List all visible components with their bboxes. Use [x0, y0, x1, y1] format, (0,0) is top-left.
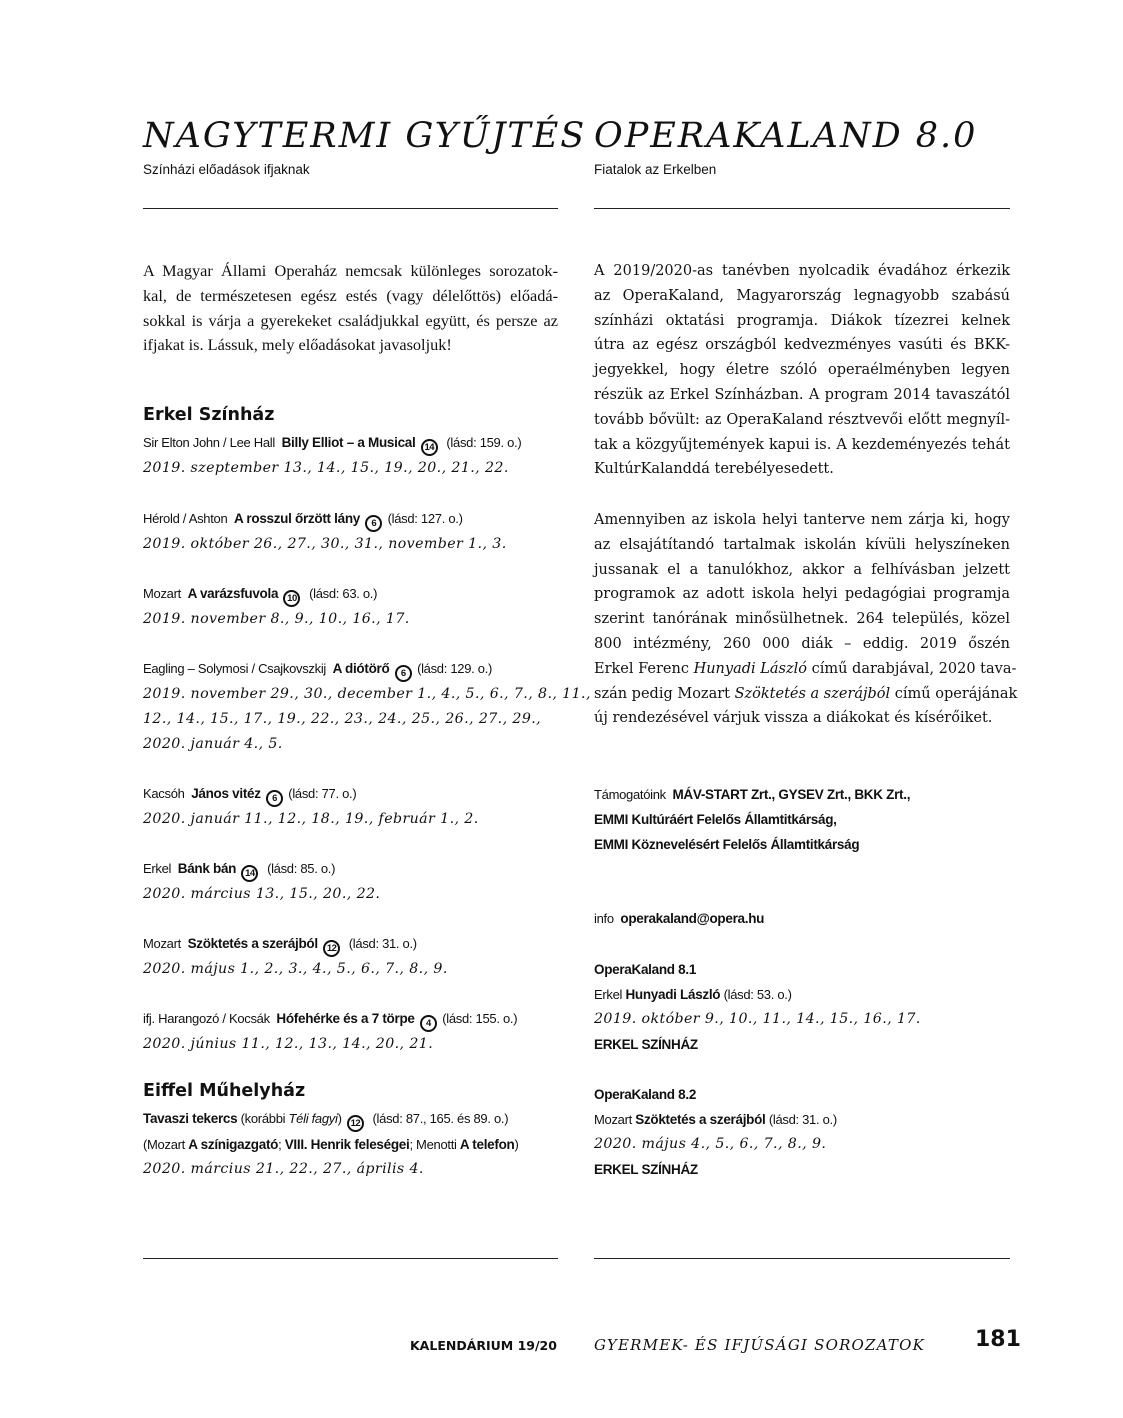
section-title-right: OPERAKALAND 8.0: [594, 116, 978, 156]
event-entry: [594, 957, 1010, 1057]
event-title: Hunyadi László: [625, 987, 721, 1002]
show-entry: [143, 931, 558, 982]
show-authors: Sir Elton John / Lee Hall: [143, 435, 275, 450]
page-number: 181: [975, 1327, 1021, 1352]
age-rating-badge: 14: [421, 439, 438, 456]
sponsor-name: EMMI Kultúráért Felelős Államtitkárság,: [594, 812, 837, 827]
text-line: A 2019/2020-as tanévben nyolcadik évadához érkezik: [594, 263, 1010, 279]
page-reference: (lásd: 31. o.): [768, 1112, 837, 1127]
show-note: ): [337, 1111, 342, 1126]
intro-paragraph: [143, 259, 558, 358]
footer-calendar-label: KALENDÁRIUM 19/20: [410, 1338, 557, 1353]
divider-bottom-left: [143, 1258, 558, 1259]
show-entry: [143, 430, 558, 481]
page-reference: (lásd: 87., 165. és 89. o.): [372, 1111, 509, 1126]
show-authors: Erkel: [143, 861, 172, 876]
show-title: A diótörő: [332, 661, 390, 676]
show-dates: 2019. október 26., 27., 30., 31., november 1., 3.: [143, 536, 507, 552]
show-title: Bánk bán: [177, 861, 237, 876]
text-fragment: Erkel Ferenc: [594, 660, 694, 677]
show-entry: [143, 1106, 558, 1182]
text-line: kal, de természetesen egész estés (vagy délelőttös) előadá-: [143, 285, 558, 305]
show-title: A varázsfuvola: [187, 586, 279, 601]
event-name: OperaKaland 8.1: [594, 962, 697, 977]
show-dates: 2019. szeptember 13., 14., 15., 19., 20., 21., 22.: [143, 460, 509, 476]
text-line: 800 intézmény, 260 000 diák – eddig. 2019 őszén: [594, 635, 1010, 652]
text-line: sokkal is várja a gyerekeket családjukkal együtt, és persze az: [143, 310, 558, 330]
show-dates: 2020. január 11., 12., 18., 19., február 1., 2.: [143, 811, 479, 827]
show-dates: 2020. március 13., 15., 20., 22.: [143, 886, 381, 902]
show-dates: 2019. november 29., 30., december 1., 4., 5., 6., 7., 8., 11.,: [143, 686, 591, 702]
show-authors: Kacsóh: [143, 786, 185, 801]
show-title: Szöktetés a szerájból: [187, 936, 318, 951]
text-fragment: szán pedig Mozart: [594, 685, 735, 702]
show-previous-title: Téli fagyi: [288, 1111, 338, 1126]
operakaland-paragraph-2: [594, 508, 1018, 731]
text-line: új rendezésével várjuk vissza a diákokat és kísérőiket.: [594, 710, 993, 727]
age-rating-badge: 4: [420, 1015, 437, 1032]
page-reference: (lásd: 155. o.): [442, 1011, 518, 1026]
event-composer: Erkel: [594, 987, 623, 1002]
divider-bottom-right: [594, 1258, 1010, 1259]
show-authors: Mozart: [143, 936, 181, 951]
show-note: ): [514, 1137, 519, 1152]
show-entry: [143, 581, 558, 632]
show-entry: [143, 856, 558, 907]
text-line: KultúrKalanddá terebélyesedett.: [594, 461, 834, 478]
info-email-link[interactable]: operakaland@opera.hu: [620, 911, 765, 926]
text-line: A Magyar Állami Operaház nemcsak különleges sorozatok-: [143, 261, 558, 280]
info-block: [594, 906, 1010, 931]
show-entry: [143, 506, 558, 557]
info-label: info: [594, 911, 614, 926]
text-fragment: című darabjával, 2020 tava-: [806, 660, 1017, 677]
show-title: Tavaszi tekercs: [143, 1111, 238, 1126]
sponsors-block: [594, 782, 1010, 857]
text-fragment: című operájának: [890, 685, 1018, 702]
age-rating-badge: 12: [323, 940, 340, 957]
section-title-left: NAGYTERMI GYŰJTÉS: [143, 116, 587, 156]
page-reference: (lásd: 127. o.): [387, 511, 463, 526]
show-entry: [143, 1006, 558, 1057]
show-note: ;: [278, 1137, 282, 1152]
text-line: Amennyiben az iskola helyi tanterve nem zárja ki, hogy: [594, 512, 1010, 528]
show-authors: Mozart: [143, 586, 181, 601]
event-dates: 2020. május 4., 5., 6., 7., 8., 9.: [594, 1136, 827, 1152]
age-rating-badge: 6: [395, 665, 412, 682]
text-line: [594, 657, 1017, 682]
show-authors: Eagling – Solymosi / Csajkovszkij: [143, 661, 327, 676]
text-line: tak a közgyűjtemények kapui is. A kezdeményezés tehát: [594, 436, 1010, 453]
show-dates: 2020. január 4., 5.: [143, 736, 283, 752]
text-line: tovább bővült: az OperaKaland résztvevői előtt megnyíl-: [594, 411, 1010, 428]
text-line: programok az adott iskola helyi pedagógiai programja: [594, 586, 1010, 603]
venue-heading-eiffel: Eiffel Műhelyház: [143, 1081, 306, 1101]
operakaland-paragraph-1: [594, 259, 1010, 482]
text-line: az OperaKaland, Magyarország legnagyobb szabású: [594, 287, 1010, 304]
page-reference: (lásd: 63. o.): [309, 586, 378, 601]
show-authors: Hérold / Ashton: [143, 511, 228, 526]
age-rating-badge: 6: [365, 515, 382, 532]
event-title: Szöktetés a szerájból: [635, 1112, 766, 1127]
show-authors: ifj. Harangozó / Kocsák: [143, 1011, 270, 1026]
sponsor-name: EMMI Köznevelésért Felelős Államtitkárság: [594, 837, 860, 852]
show-dates: 2020. május 1., 2., 3., 4., 5., 6., 7., 8., 9.: [143, 961, 448, 977]
sponsors-label: Támogatóink: [594, 787, 666, 802]
divider-top-left: [143, 208, 558, 209]
show-title: Hófehérke és a 7 törpe: [276, 1011, 415, 1026]
show-note: (Mozart: [143, 1137, 185, 1152]
event-name: OperaKaland 8.2: [594, 1087, 697, 1102]
page-reference: (lásd: 31. o.): [348, 936, 417, 951]
show-dates: 2019. november 8., 9., 10., 16., 17.: [143, 611, 410, 627]
text-line: útra az egész országból kedvezményes vasúti és BKK-: [594, 337, 1010, 354]
age-rating-badge: 6: [266, 790, 283, 807]
sponsor-name: MÁV-START Zrt., GYSEV Zrt., BKK Zrt.,: [672, 787, 911, 802]
show-dates: 2020. március 21., 22., 27., április 4.: [143, 1161, 424, 1177]
show-title: János vitéz: [191, 786, 261, 801]
age-rating-badge: 14: [241, 865, 258, 882]
page-reference: (lásd: 85. o.): [267, 861, 336, 876]
page-reference: (lásd: 129. o.): [417, 661, 493, 676]
text-line: [594, 682, 1018, 707]
text-line: színházi oktatási programja. Diákok tízezrei kelnek: [594, 312, 1010, 329]
age-rating-badge: 10: [283, 590, 300, 607]
show-title: A telefon: [459, 1137, 515, 1152]
show-note: ; Menotti: [409, 1137, 457, 1152]
text-line: szerint tanórának minősülhetnek. 264 település, közel: [594, 611, 1010, 628]
event-venue: ERKEL SZÍNHÁZ: [594, 1162, 698, 1177]
show-title: VIII. Henrik feleségei: [284, 1137, 410, 1152]
show-title: A színigazgató: [188, 1137, 279, 1152]
show-note: (korábbi: [240, 1111, 286, 1126]
event-dates: 2019. október 9., 10., 11., 14., 15., 16., 17.: [594, 1011, 921, 1027]
show-title: Billy Elliot – a Musical: [281, 435, 416, 450]
event-venue: ERKEL SZÍNHÁZ: [594, 1037, 698, 1052]
text-line: az elsajátítandó tartalmak iskolán kívüli helyszíneken: [594, 536, 1010, 553]
age-rating-badge: 12: [347, 1115, 364, 1132]
section-subtitle-right: Fiatalok az Erkelben: [594, 162, 717, 177]
text-line: jussanak el a tanulókhoz, akkor a felhívásban jelzett: [594, 561, 1010, 578]
footer-series-label: GYERMEK- ÉS IFJÚSÁGI SOROZATOK: [594, 1336, 925, 1354]
show-dates: 12., 14., 15., 17., 19., 22., 23., 24., 25., 26., 27., 29.,: [143, 711, 542, 727]
opera-title: Hunyadi László: [693, 660, 807, 677]
page-reference: (lásd: 77. o.): [288, 786, 357, 801]
event-composer: Mozart: [594, 1112, 632, 1127]
text-line: ifjakat is. Lássuk, mely előadásokat javasoljuk!: [143, 335, 452, 355]
section-subtitle-left: Színházi előadások ifjaknak: [143, 162, 310, 177]
text-line: részük az Erkel Színházban. A program 2014 tavaszától: [594, 386, 1010, 403]
event-entry: [594, 1082, 1010, 1182]
venue-heading-erkel: Erkel Színház: [143, 405, 275, 425]
divider-top-right: [594, 208, 1010, 209]
text-line: jegyekkel, hogy életre szóló operaélményben legyen: [594, 362, 1010, 379]
page-reference: (lásd: 53. o.): [723, 987, 792, 1002]
show-title: A rosszul őrzött lány: [234, 511, 360, 526]
show-entry: [143, 656, 591, 757]
show-entry: [143, 781, 558, 832]
show-dates: 2020. június 11., 12., 13., 14., 20., 21.: [143, 1036, 434, 1052]
page-reference: (lásd: 159. o.): [446, 435, 522, 450]
opera-title: Szöktetés a szerájból: [734, 685, 891, 702]
